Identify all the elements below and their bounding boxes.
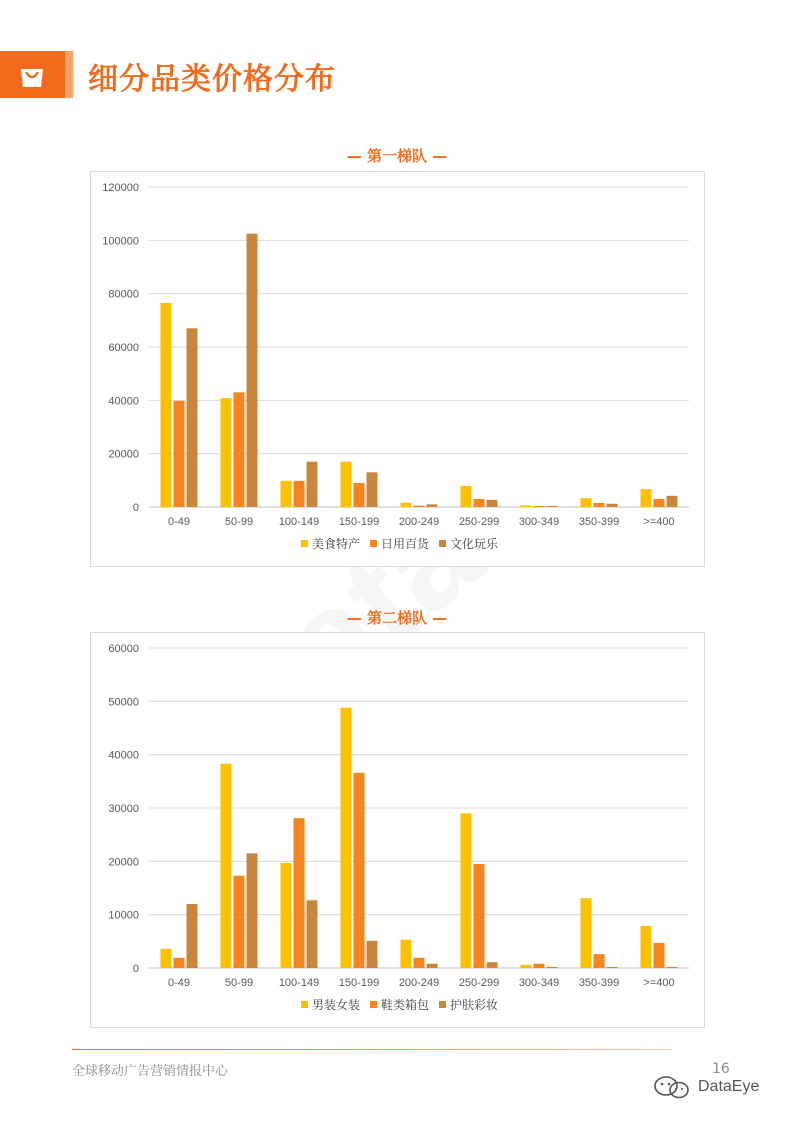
- bar-日用百货: [174, 401, 185, 507]
- bar-美食特产: [281, 481, 292, 507]
- bar-男装女装: [461, 813, 472, 968]
- bar-文化玩乐: [427, 504, 438, 507]
- legend-swatch: [439, 540, 446, 547]
- bar-护肤彩妆: [667, 967, 678, 968]
- y-tick-label: 20000: [108, 448, 139, 461]
- y-tick-label: 0: [132, 502, 139, 514]
- bar-文化玩乐: [547, 506, 558, 507]
- chart-1-tier-one: [91, 172, 704, 566]
- bar-美食特产: [221, 398, 232, 507]
- shopping-bag-icon: [15, 60, 49, 90]
- y-tick-label: 40000: [108, 749, 139, 762]
- bar-鞋类箱包: [654, 943, 665, 968]
- legend-label: 美食特产: [312, 537, 361, 551]
- bar-日用百货: [654, 499, 665, 507]
- bar-美食特产: [161, 303, 172, 507]
- bar-美食特产: [461, 486, 472, 507]
- bar-男装女装: [401, 940, 412, 968]
- x-tick-label: 300-349: [518, 516, 560, 528]
- bar-日用百货: [354, 483, 365, 507]
- bar-鞋类箱包: [474, 864, 485, 968]
- footer-source: 全球移动广告营销情报中心: [72, 1064, 229, 1079]
- bar-文化玩乐: [367, 472, 378, 507]
- bar-护肤彩妆: [487, 962, 498, 968]
- legend-label: 鞋类箱包: [381, 998, 430, 1012]
- x-tick-label: 0-49: [167, 977, 191, 989]
- bar-文化玩乐: [667, 496, 678, 507]
- bar-文化玩乐: [187, 328, 198, 507]
- x-tick-label: 150-199: [338, 977, 380, 989]
- bar-护肤彩妆: [187, 904, 198, 968]
- bar-男装女装: [641, 926, 652, 968]
- chart-1-subtitle: — 第一梯队 —: [346, 147, 448, 165]
- x-tick-label: 50-99: [224, 977, 254, 989]
- bar-文化玩乐: [307, 462, 318, 507]
- bar-护肤彩妆: [547, 967, 558, 968]
- bar-男装女装: [281, 863, 292, 968]
- bar-男装女装: [581, 898, 592, 968]
- bar-鞋类箱包: [534, 964, 545, 968]
- x-tick-label: 100-149: [278, 516, 320, 528]
- bar-日用百货: [414, 506, 425, 507]
- x-tick-label: 350-399: [578, 516, 620, 528]
- bar-鞋类箱包: [354, 773, 365, 968]
- chart-1-frame: [90, 171, 705, 567]
- y-tick-label: 20000: [108, 856, 139, 869]
- bar-男装女装: [341, 708, 352, 968]
- y-tick-label: 80000: [108, 288, 139, 301]
- y-tick-label: 50000: [108, 696, 139, 709]
- bar-文化玩乐: [247, 234, 258, 507]
- x-tick-label: 300-349: [518, 977, 560, 989]
- legend-swatch: [301, 1001, 308, 1008]
- bar-护肤彩妆: [367, 941, 378, 968]
- footer-divider: [72, 1049, 672, 1050]
- bar-男装女装: [221, 764, 232, 968]
- x-tick-label: 200-249: [398, 977, 440, 989]
- x-tick-label: 250-299: [458, 516, 500, 528]
- x-tick-label: 250-299: [458, 977, 500, 989]
- bar-护肤彩妆: [307, 900, 318, 968]
- y-tick-label: 10000: [108, 909, 139, 922]
- legend-swatch: [301, 540, 308, 547]
- y-tick-label: 30000: [108, 803, 139, 815]
- bar-文化玩乐: [487, 500, 498, 507]
- legend-label: 男装女装: [312, 998, 361, 1012]
- legend-swatch: [439, 1001, 446, 1008]
- bar-美食特产: [401, 503, 412, 507]
- bar-鞋类箱包: [594, 954, 605, 968]
- brand-name: DataEye: [698, 1078, 760, 1095]
- bar-鞋类箱包: [414, 958, 425, 968]
- bar-日用百货: [234, 392, 245, 507]
- legend-swatch: [370, 1001, 377, 1008]
- legend-label: 文化玩乐: [450, 537, 499, 551]
- bar-日用百货: [474, 499, 485, 507]
- bar-文化玩乐: [607, 504, 618, 507]
- bar-美食特产: [581, 498, 592, 507]
- x-tick-label: 50-99: [224, 516, 254, 528]
- bar-鞋类箱包: [174, 958, 185, 968]
- x-tick-label: 350-399: [578, 977, 620, 989]
- legend-swatch: [370, 540, 377, 547]
- bar-美食特产: [521, 505, 532, 507]
- wechat-icon: [652, 1075, 694, 1101]
- bar-男装女装: [161, 949, 172, 968]
- y-tick-label: 100000: [102, 235, 139, 248]
- bar-护肤彩妆: [607, 967, 618, 968]
- bar-美食特产: [641, 489, 652, 507]
- page-number: 16: [712, 1061, 730, 1077]
- legend-label: 日用百货: [381, 537, 430, 551]
- y-tick-label: 0: [132, 963, 139, 975]
- x-tick-label: 100-149: [278, 977, 320, 989]
- x-tick-label: 200-249: [398, 516, 440, 528]
- x-tick-label: 0-49: [167, 516, 191, 528]
- bar-美食特产: [341, 462, 352, 507]
- bar-日用百货: [534, 506, 545, 507]
- x-tick-label: >=400: [643, 516, 675, 528]
- bar-护肤彩妆: [247, 853, 258, 968]
- bar-日用百货: [594, 503, 605, 507]
- header-accent-stripe: [65, 51, 73, 98]
- legend-label: 护肤彩妆: [450, 998, 499, 1012]
- chart-2-tier-two: [91, 633, 704, 1027]
- y-tick-label: 40000: [108, 395, 139, 408]
- bar-护肤彩妆: [427, 964, 438, 968]
- bar-鞋类箱包: [294, 818, 305, 968]
- bar-日用百货: [294, 481, 305, 507]
- bar-鞋类箱包: [234, 876, 245, 968]
- chart-2-subtitle: — 第二梯队 —: [346, 609, 448, 627]
- y-tick-label: 120000: [102, 182, 139, 194]
- y-tick-label: 60000: [108, 643, 139, 655]
- bar-男装女装: [521, 965, 532, 968]
- page-title: 细分品类价格分布: [88, 62, 336, 97]
- chart-2-frame: [90, 632, 705, 1028]
- x-tick-label: >=400: [643, 977, 675, 989]
- x-tick-label: 150-199: [338, 516, 380, 528]
- y-tick-label: 60000: [108, 342, 139, 354]
